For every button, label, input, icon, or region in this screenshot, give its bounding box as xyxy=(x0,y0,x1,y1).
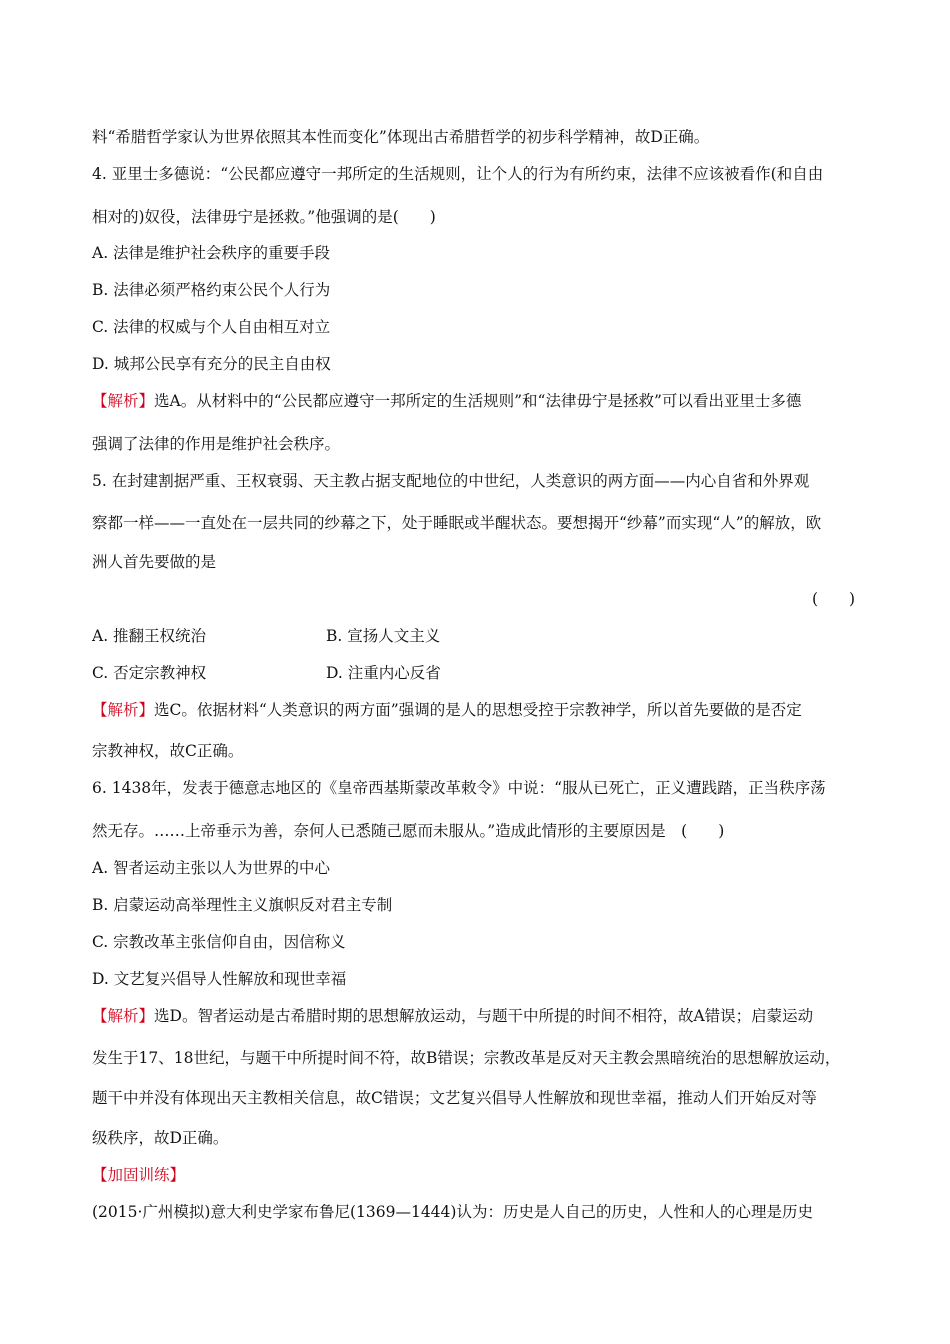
analysis-tag: 【解析】 xyxy=(92,392,155,410)
q5-option-d: D. 注重内心反省 xyxy=(326,664,441,682)
q5-analysis-line-1 xyxy=(92,698,802,720)
q4-stem-line-2: 相对的)奴役，法律毋宁是拯救。”他强调的是( ) xyxy=(92,208,436,226)
q5-option-a: A. 推翻王权统治 xyxy=(92,627,207,645)
q5-stem-line-2: 察都一样——一直处在一层共同的纱幕之下，处于睡眠或半醒状态。要想揭开“纱幕”而实现“人”的解放，欧 xyxy=(92,514,822,532)
q6-analysis-line-3: 题干中并没有体现出天主教相关信息，故C错误；文艺复兴倡导人性解放和现世幸福，推动人们开始反对等 xyxy=(92,1089,817,1107)
q6-analysis-line-4: 级秩序，故D正确。 xyxy=(92,1129,229,1147)
analysis-tag: 【解析】 xyxy=(92,1007,155,1025)
q4-stem-line-1: 4. 亚里士多德说：“公民都应遵守一邦所定的生活规则，让个人的行为有所约束，法律不应该被看作(和自由 xyxy=(92,165,824,183)
q5-stem-line-3: 洲人首先要做的是 xyxy=(92,553,217,571)
q6-option-a: A. 智者运动主张以人为世界的中心 xyxy=(92,859,331,877)
q6-option-d: D. 文艺复兴倡导人性解放和现世幸福 xyxy=(92,970,347,988)
q6-stem-line-2: 然无存。……上帝垂示为善，奈何人已悉随己愿而未服从。”造成此情形的主要原因是 ( ) xyxy=(92,822,725,840)
analysis-tag: 【解析】 xyxy=(92,701,155,719)
q4-analysis-line-1 xyxy=(92,389,801,411)
q6-option-c: C. 宗教改革主张信仰自由，因信称义 xyxy=(92,933,346,951)
reinforce-line-1: (2015·广州模拟)意大利史学家布鲁尼(1369—1444)认为：历史是人自己的历史，人性和人的心理是历史 xyxy=(92,1203,813,1221)
q4-option-c: C. 法律的权威与个人自由相互对立 xyxy=(92,318,331,336)
q5-answer-paren: ( ) xyxy=(812,590,856,608)
q5-stem-line-1: 5. 在封建割据严重、王权衰弱、天主教占据支配地位的中世纪，人类意识的两方面——内心自省和外界观 xyxy=(92,472,810,490)
reinforce-tag: 【加固训练】 xyxy=(92,1166,186,1184)
q5-analysis-line-2: 宗教神权，故C正确。 xyxy=(92,742,244,760)
q4-option-d: D. 城邦公民享有充分的民主自由权 xyxy=(92,355,331,373)
analysis-text: 选A。从材料中的“公民都应遵守一邦所定的生活规则”和“法律毋宁是拯救”可以看出亚里士多德 xyxy=(154,392,802,410)
intro-line: 料“希腊哲学家认为世界依照其本性而变化”体现出古希腊哲学的初步科学精神，故D正确。 xyxy=(92,128,710,146)
q5-option-b: B. 宣扬人文主义 xyxy=(326,627,441,645)
analysis-text: 选C。依据材料“人类意识的两方面”强调的是人的思想受控于宗教神学，所以首先要做的是否定 xyxy=(154,701,802,719)
q6-stem-line-1: 6. 1438年，发表于德意志地区的《皇帝西基斯蒙改革敕令》中说：“服从已死亡，正义遭践踏，正当秩序荡 xyxy=(92,779,826,797)
q6-analysis-line-2: 发生于17、18世纪，与题干中所提时间不符，故B错误；宗教改革是反对天主教会黑暗统治的思想解放运动， xyxy=(92,1049,841,1067)
q4-option-a: A. 法律是维护社会秩序的重要手段 xyxy=(92,244,331,262)
q6-option-b: B. 启蒙运动高举理性主义旗帜反对君主专制 xyxy=(92,896,393,914)
q4-analysis-line-2: 强调了法律的作用是维护社会秩序。 xyxy=(92,435,341,453)
q4-option-b: B. 法律必须严格约束公民个人行为 xyxy=(92,281,331,299)
analysis-text: 选D。智者运动是古希腊时期的思想解放运动，与题干中所提的时间不相符，故A错误；启蒙运动 xyxy=(154,1007,814,1025)
q5-option-c: C. 否定宗教神权 xyxy=(92,664,207,682)
q6-analysis-line-1 xyxy=(92,1004,813,1026)
